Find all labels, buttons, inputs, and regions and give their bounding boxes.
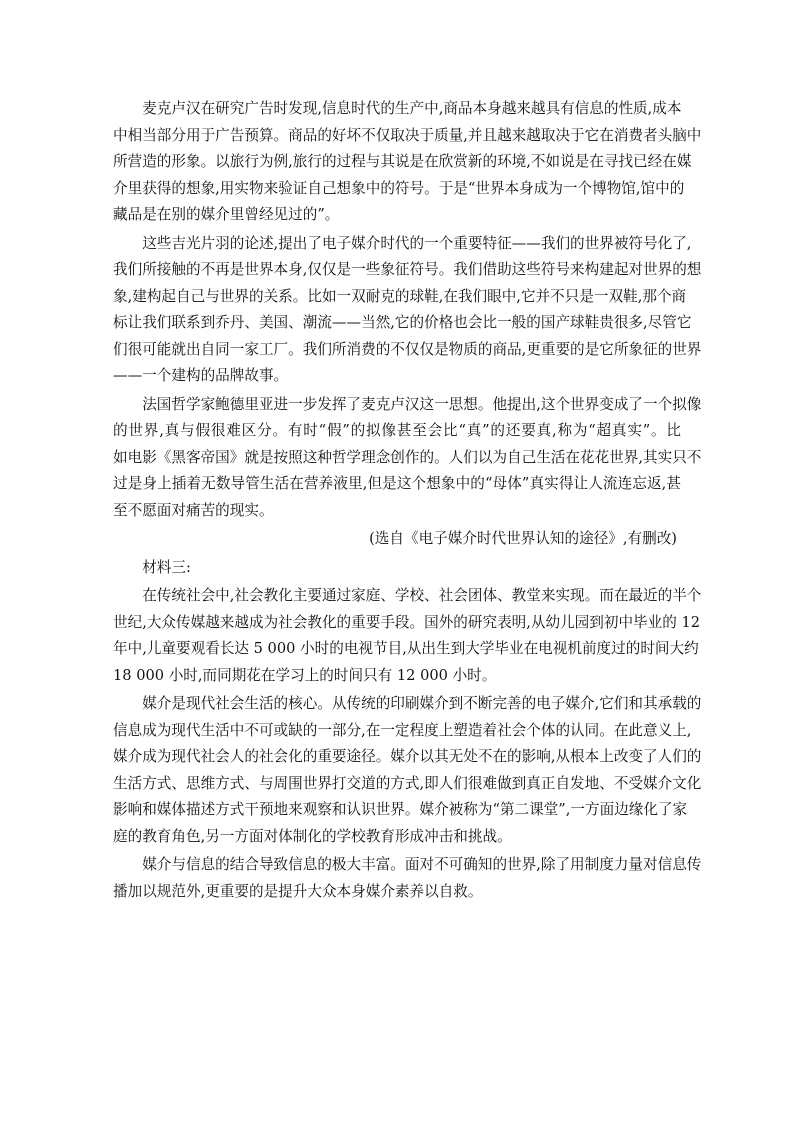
text-line: 影响和媒体描述方式干预地来观察和认识世界。媒介被称为“第二课堂”,一方面边缘化了家 xyxy=(113,801,688,818)
text-line: 我们所接触的不再是世界本身,仅仅是一些象征符号。我们借助这些符号来构建起对世界的想 xyxy=(113,261,702,278)
text-line: 所营造的形象。以旅行为例,旅行的过程与其说是在欣赏新的环境,不如说是在寻找已经在媒 xyxy=(113,153,692,170)
text-line: 的世界,真与假很难区分。有时“假”的拟像甚至会比“真”的还要真,称为“超真实”。比 xyxy=(113,422,681,439)
text-line: 播加以规范外,更重要的是提升大众本身媒介素养以自救。 xyxy=(113,882,483,900)
text-line: 世纪,大众传媒越来越成为社会教化的重要手段。国外的研究表明,从幼儿园到初中毕业的 12 xyxy=(113,613,701,631)
text-line: 媒介是现代社会生活的核心。从传统的印刷媒介到不断完善的电子媒介,它们和其承载的 xyxy=(113,695,702,712)
text-line: 18 000 小时,而同期花在学习上的时间只有 12 000 小时。 xyxy=(113,666,497,684)
text-line: ——一个建构的品牌故事。 xyxy=(113,367,289,384)
text-line: 年中,儿童要观看长达 5 000 小时的电视节目,从出生到大学毕业在电视机前度过的时间大约 xyxy=(113,640,699,657)
source-citation: (选自《电子媒介时代世界认知的途径》,有删改) xyxy=(369,530,677,547)
text-line: 媒介与信息的结合导致信息的极大丰富。面对不可确知的世界,除了用制度力量对信息传 xyxy=(113,856,702,873)
text-line: 信息成为现代生活中不可或缺的一部分,在一定程度上塑造着社会个体的认同。在此意义上, xyxy=(113,721,692,739)
text-line: 至不愿面对痛苦的现实。 xyxy=(113,501,274,519)
text-line: 生活方式、思维方式、与周围世界打交道的方式,即人们很难做到真正自发地、不受媒介文化 xyxy=(113,774,702,792)
paragraph-education xyxy=(113,583,702,689)
text-line: 麦克卢汉在研究广告时发现,信息时代的生产中,商品本身越来越具有信息的性质,成本 xyxy=(113,100,682,117)
text-line: 在传统社会中,社会教化主要通过家庭、学校、社会团体、教堂来实现。而在最近的半个 xyxy=(113,587,702,604)
text-line: 们很可能就出自同一家工厂。我们所消费的不仅仅是物质的商品,更重要的是它所象征的世界 xyxy=(113,340,702,358)
text-line: 庭的教育角色,另一方面对体制化的学校教育形成冲击和挑战。 xyxy=(113,827,512,845)
text-line: 标让我们联系到乔丹、美国、潮流——当然,它的价格也会比一般的国产球鞋贵很多,尽管它 xyxy=(113,314,692,331)
paragraph-media-literacy xyxy=(113,852,702,905)
text-line: 象,建构起自己与世界的关系。比如一双耐克的球鞋,在我们眼中,它并不只是一双鞋,那个商 xyxy=(113,287,687,305)
text-line: 过是身上插着无数导管生活在营养液里,但是这个想象中的“母体”真实得让人流连忘返,甚 xyxy=(113,475,681,492)
text-line: 如电影《黑客帝国》就是按照这种哲学理念创作的。人们以为自己生活在花花世界,其实只不 xyxy=(113,448,702,466)
paragraph-baudrillard xyxy=(113,392,702,525)
text-line: 法国哲学家鲍德里亚进一步发挥了麦克卢汉这一思想。他提出,这个世界变成了一个拟像 xyxy=(113,395,702,413)
paragraph-mcluhan xyxy=(113,96,702,229)
material-three-heading: 材料三: xyxy=(113,558,191,576)
text-line: 这些吉光片羽的论述,提出了电子媒介时代的一个重要特征——我们的世界被符号化了, xyxy=(113,234,692,252)
paragraph-symbols xyxy=(113,231,702,390)
text-line: 藏品是在别的媒介里曾经见过的”。 xyxy=(113,206,340,223)
text-line: 介里获得的想象,用实物来验证自己想象中的符号。于是“世界本身成为一个博物馆,馆中的 xyxy=(113,179,685,197)
text-line: 中相当部分用于广告预算。商品的好坏不仅取决于质量,并且越来越取决于它在消费者头脑中 xyxy=(113,126,702,144)
paragraph-media-core xyxy=(113,691,702,850)
text-line: 媒介成为现代社会人的社会化的重要途径。媒介以其无处不在的影响,从根本上改变了人们的 xyxy=(113,748,702,765)
document-body xyxy=(113,96,702,907)
